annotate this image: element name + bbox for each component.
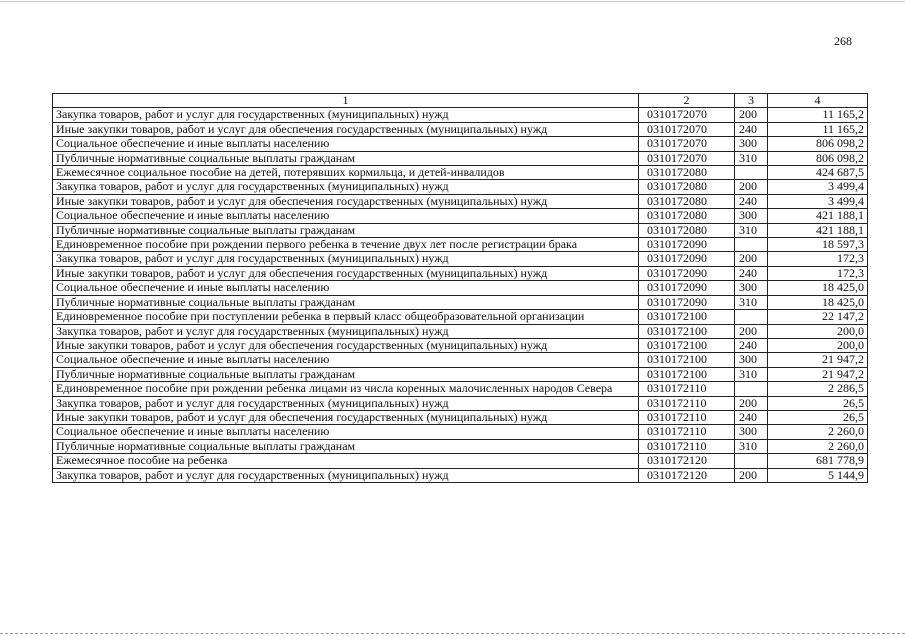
row-amount-cell: 3 499,4: [768, 194, 868, 208]
row-expense-type-cell: [735, 166, 768, 180]
row-code-cell: 0310172080: [639, 194, 735, 208]
table-row: [53, 252, 868, 266]
row-expense-type-cell: 200: [735, 252, 768, 266]
row-expense-type-cell: 310: [735, 439, 768, 453]
table-row: [53, 238, 868, 252]
row-expense-type-cell: 310: [735, 223, 768, 237]
row-code-cell: 0310172080: [639, 180, 735, 194]
table-row: [53, 468, 868, 482]
row-expense-type-cell: 240: [735, 266, 768, 280]
row-expense-type-cell: [735, 454, 768, 468]
row-amount-cell: 2 260,0: [768, 439, 868, 453]
row-expense-type-cell: 200: [735, 108, 768, 122]
budget-table: [52, 93, 868, 483]
table-row: [53, 310, 868, 324]
row-amount-cell: 681 778,9: [768, 454, 868, 468]
row-amount-cell: 11 165,2: [768, 122, 868, 136]
row-code-cell: 0310172070: [639, 108, 735, 122]
row-name-cell: Закупка товаров, работ и услуг для государственных (муниципальных) нужд: [53, 396, 639, 410]
row-amount-cell: 21 947,2: [768, 367, 868, 381]
row-name-cell: Закупка товаров, работ и услуг для государственных (муниципальных) нужд: [53, 324, 639, 338]
row-amount-cell: 18 425,0: [768, 281, 868, 295]
row-code-cell: 0310172110: [639, 396, 735, 410]
row-code-cell: 0310172090: [639, 281, 735, 295]
row-name-cell: Закупка товаров, работ и услуг для государственных (муниципальных) нужд: [53, 180, 639, 194]
table-row: [53, 137, 868, 151]
row-amount-cell: 26,5: [768, 396, 868, 410]
row-expense-type-cell: 300: [735, 137, 768, 151]
row-amount-cell: 22 147,2: [768, 310, 868, 324]
row-expense-type-cell: 310: [735, 295, 768, 309]
row-name-cell: Единовременное пособие при рождении первого ребенка в течение двух лет после регистрации брака: [53, 238, 639, 252]
table-row: [53, 295, 868, 309]
column-header-2: 2: [639, 94, 735, 108]
row-name-cell: Единовременное пособие при поступлении ребенка в первый класс общеобразовательной организации: [53, 310, 639, 324]
row-code-cell: 0310172110: [639, 410, 735, 424]
row-amount-cell: 172,3: [768, 266, 868, 280]
table-row: [53, 324, 868, 338]
row-name-cell: Иные закупки товаров, работ и услуг для обеспечения государственных (муниципальных) нужд: [53, 266, 639, 280]
table-row: [53, 266, 868, 280]
row-code-cell: 0310172070: [639, 122, 735, 136]
row-code-cell: 0310172100: [639, 338, 735, 352]
row-expense-type-cell: 200: [735, 180, 768, 194]
row-amount-cell: 200,0: [768, 324, 868, 338]
row-code-cell: 0310172090: [639, 266, 735, 280]
row-expense-type-cell: 300: [735, 353, 768, 367]
row-name-cell: Публичные нормативные социальные выплаты гражданам: [53, 295, 639, 309]
row-name-cell: Иные закупки товаров, работ и услуг для обеспечения государственных (муниципальных) нужд: [53, 122, 639, 136]
row-code-cell: 0310172100: [639, 310, 735, 324]
row-expense-type-cell: 310: [735, 367, 768, 381]
row-expense-type-cell: 240: [735, 194, 768, 208]
row-amount-cell: 424 687,5: [768, 166, 868, 180]
row-expense-type-cell: 200: [735, 324, 768, 338]
table-row: [53, 223, 868, 237]
table-row: [53, 338, 868, 352]
row-amount-cell: 806 098,2: [768, 137, 868, 151]
row-amount-cell: 18 425,0: [768, 295, 868, 309]
page-number: 268: [834, 34, 852, 48]
row-amount-cell: 21 947,2: [768, 353, 868, 367]
row-code-cell: 0310172110: [639, 439, 735, 453]
row-code-cell: 0310172090: [639, 252, 735, 266]
row-code-cell: 0310172100: [639, 324, 735, 338]
row-code-cell: 0310172080: [639, 166, 735, 180]
table-row: [53, 166, 868, 180]
table-row: [53, 367, 868, 381]
row-name-cell: Закупка товаров, работ и услуг для государственных (муниципальных) нужд: [53, 252, 639, 266]
row-expense-type-cell: [735, 382, 768, 396]
table-row: [53, 108, 868, 122]
table-row: [53, 454, 868, 468]
row-expense-type-cell: [735, 238, 768, 252]
row-name-cell: Публичные нормативные социальные выплаты гражданам: [53, 367, 639, 381]
table-row: [53, 396, 868, 410]
row-name-cell: Публичные нормативные социальные выплаты гражданам: [53, 151, 639, 165]
bottom-scan-edge: [0, 633, 905, 634]
row-name-cell: Публичные нормативные социальные выплаты гражданам: [53, 439, 639, 453]
row-code-cell: 0310172070: [639, 151, 735, 165]
row-amount-cell: 172,3: [768, 252, 868, 266]
column-header-1: 1: [53, 94, 639, 108]
row-code-cell: 0310172100: [639, 367, 735, 381]
row-expense-type-cell: 240: [735, 122, 768, 136]
row-code-cell: 0310172110: [639, 425, 735, 439]
row-code-cell: 0310172080: [639, 209, 735, 223]
row-amount-cell: 5 144,9: [768, 468, 868, 482]
table-row: [53, 425, 868, 439]
row-name-cell: Ежемесячное социальное пособие на детей, потерявших кормильца, и детей-инвалидов: [53, 166, 639, 180]
row-amount-cell: 26,5: [768, 410, 868, 424]
row-expense-type-cell: 310: [735, 151, 768, 165]
row-name-cell: Иные закупки товаров, работ и услуг для обеспечения государственных (муниципальных) нужд: [53, 338, 639, 352]
row-expense-type-cell: 300: [735, 281, 768, 295]
row-amount-cell: 421 188,1: [768, 223, 868, 237]
row-amount-cell: 2 286,5: [768, 382, 868, 396]
table-row: [53, 382, 868, 396]
row-name-cell: Социальное обеспечение и иные выплаты населению: [53, 353, 639, 367]
column-header-3: 3: [735, 94, 768, 108]
row-code-cell: 0310172100: [639, 353, 735, 367]
row-name-cell: Социальное обеспечение и иные выплаты населению: [53, 137, 639, 151]
table-row: [53, 122, 868, 136]
table-row: [53, 281, 868, 295]
row-amount-cell: 2 260,0: [768, 425, 868, 439]
row-expense-type-cell: 200: [735, 468, 768, 482]
row-name-cell: Единовременное пособие при рождении ребенка лицами из числа коренных малочисленных народов Севера: [53, 382, 639, 396]
row-expense-type-cell: 200: [735, 396, 768, 410]
row-code-cell: 0310172070: [639, 137, 735, 151]
row-amount-cell: 18 597,3: [768, 238, 868, 252]
table-row: [53, 151, 868, 165]
row-name-cell: Публичные нормативные социальные выплаты гражданам: [53, 223, 639, 237]
row-name-cell: Социальное обеспечение и иные выплаты населению: [53, 281, 639, 295]
row-amount-cell: 421 188,1: [768, 209, 868, 223]
row-code-cell: 0310172090: [639, 295, 735, 309]
row-amount-cell: 3 499,4: [768, 180, 868, 194]
table-row: [53, 410, 868, 424]
table-row: [53, 439, 868, 453]
row-amount-cell: 200,0: [768, 338, 868, 352]
row-name-cell: Ежемесячное пособие на ребенка: [53, 454, 639, 468]
table-row: [53, 194, 868, 208]
budget-table-body: [53, 94, 868, 483]
row-name-cell: Иные закупки товаров, работ и услуг для обеспечения государственных (муниципальных) нужд: [53, 194, 639, 208]
row-expense-type-cell: 240: [735, 410, 768, 424]
row-name-cell: Социальное обеспечение и иные выплаты населению: [53, 425, 639, 439]
top-scan-edge: [0, 1, 905, 2]
row-amount-cell: 11 165,2: [768, 108, 868, 122]
row-expense-type-cell: 300: [735, 425, 768, 439]
row-expense-type-cell: [735, 310, 768, 324]
row-code-cell: 0310172080: [639, 223, 735, 237]
column-number-row: [53, 94, 868, 108]
column-header-4: 4: [768, 94, 868, 108]
row-name-cell: Социальное обеспечение и иные выплаты населению: [53, 209, 639, 223]
row-amount-cell: 806 098,2: [768, 151, 868, 165]
table-row: [53, 180, 868, 194]
row-code-cell: 0310172120: [639, 468, 735, 482]
row-name-cell: Закупка товаров, работ и услуг для государственных (муниципальных) нужд: [53, 468, 639, 482]
row-expense-type-cell: 240: [735, 338, 768, 352]
row-code-cell: 0310172110: [639, 382, 735, 396]
table-row: [53, 353, 868, 367]
row-expense-type-cell: 300: [735, 209, 768, 223]
row-name-cell: Закупка товаров, работ и услуг для государственных (муниципальных) нужд: [53, 108, 639, 122]
row-name-cell: Иные закупки товаров, работ и услуг для обеспечения государственных (муниципальных) нужд: [53, 410, 639, 424]
row-code-cell: 0310172090: [639, 238, 735, 252]
row-code-cell: 0310172120: [639, 454, 735, 468]
table-row: [53, 209, 868, 223]
